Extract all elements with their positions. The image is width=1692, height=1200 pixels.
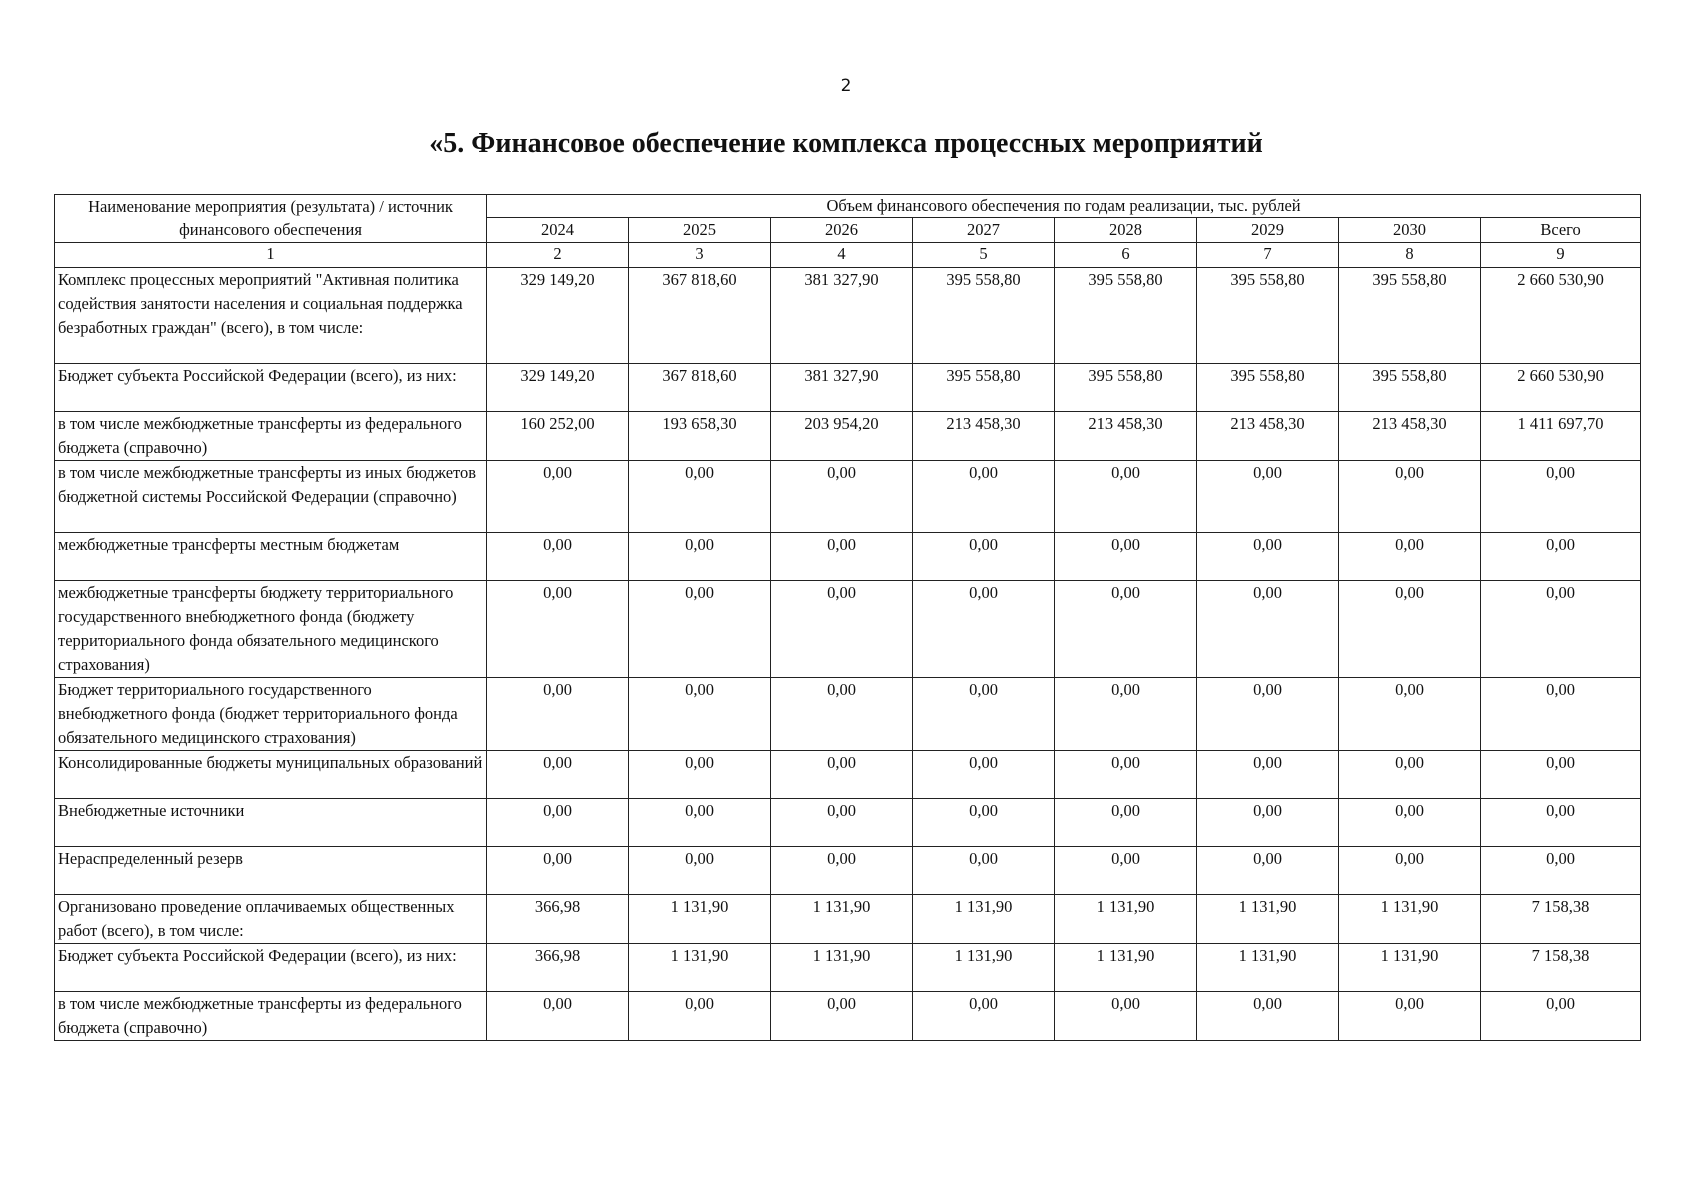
row-value: 0,00 <box>487 799 629 847</box>
row-value: 0,00 <box>771 678 913 751</box>
table-row <box>55 895 1641 944</box>
row-value: 0,00 <box>1055 678 1197 751</box>
row-value: 367 818,60 <box>629 268 771 364</box>
year-header: 2028 <box>1055 218 1197 243</box>
row-total: 0,00 <box>1481 581 1641 678</box>
row-total: 0,00 <box>1481 461 1641 533</box>
row-total: 0,00 <box>1481 751 1641 799</box>
column-number: 4 <box>771 243 913 268</box>
table-row <box>55 751 1641 799</box>
row-value: 329 149,20 <box>487 364 629 412</box>
row-name: в том числе межбюджетные трансферты из федерального бюджета (справочно) <box>55 992 487 1041</box>
row-total: 0,00 <box>1481 533 1641 581</box>
table-row <box>55 847 1641 895</box>
row-value: 0,00 <box>1339 992 1481 1041</box>
page-number: 2 <box>840 76 852 96</box>
row-value: 0,00 <box>913 751 1055 799</box>
table-row <box>55 461 1641 533</box>
row-value: 0,00 <box>629 751 771 799</box>
year-header: 2025 <box>629 218 771 243</box>
row-value: 395 558,80 <box>913 364 1055 412</box>
row-value: 1 131,90 <box>771 944 913 992</box>
column-number: 9 <box>1481 243 1641 268</box>
row-value: 0,00 <box>1197 751 1339 799</box>
row-value: 193 658,30 <box>629 412 771 461</box>
row-value: 395 558,80 <box>1055 364 1197 412</box>
row-value: 0,00 <box>1055 847 1197 895</box>
row-value: 1 131,90 <box>913 895 1055 944</box>
table-row <box>55 268 1641 364</box>
row-value: 1 131,90 <box>1197 895 1339 944</box>
row-value: 0,00 <box>629 461 771 533</box>
table-row <box>55 678 1641 751</box>
column-number: 3 <box>629 243 771 268</box>
row-value: 0,00 <box>1055 751 1197 799</box>
row-value: 395 558,80 <box>1197 364 1339 412</box>
row-value: 0,00 <box>629 678 771 751</box>
row-value: 0,00 <box>1339 847 1481 895</box>
row-value: 0,00 <box>1339 461 1481 533</box>
row-value: 0,00 <box>487 533 629 581</box>
row-value: 0,00 <box>1197 847 1339 895</box>
row-value: 0,00 <box>1197 678 1339 751</box>
row-value: 0,00 <box>629 847 771 895</box>
column-number: 5 <box>913 243 1055 268</box>
row-value: 1 131,90 <box>913 944 1055 992</box>
page-title: «5. Финансовое обеспечение комплекса процессных мероприятий <box>429 128 1263 159</box>
row-value: 0,00 <box>487 847 629 895</box>
column-number: 7 <box>1197 243 1339 268</box>
column-number: 8 <box>1339 243 1481 268</box>
table-row <box>55 944 1641 992</box>
row-value: 213 458,30 <box>1339 412 1481 461</box>
row-value: 0,00 <box>913 533 1055 581</box>
row-value: 0,00 <box>629 992 771 1041</box>
table-row <box>55 992 1641 1041</box>
row-name: межбюджетные трансферты местным бюджетам <box>55 533 487 581</box>
year-header: 2030 <box>1339 218 1481 243</box>
row-value: 395 558,80 <box>1339 364 1481 412</box>
row-value: 213 458,30 <box>1197 412 1339 461</box>
table-row <box>55 364 1641 412</box>
year-header: 2027 <box>913 218 1055 243</box>
row-value: 0,00 <box>913 461 1055 533</box>
column-number: 1 <box>55 243 487 268</box>
row-value: 0,00 <box>629 533 771 581</box>
row-value: 1 131,90 <box>1055 944 1197 992</box>
row-value: 0,00 <box>487 678 629 751</box>
row-value: 0,00 <box>913 847 1055 895</box>
row-name: Внебюджетные источники <box>55 799 487 847</box>
row-value: 0,00 <box>1339 799 1481 847</box>
row-value: 0,00 <box>629 581 771 678</box>
row-value: 329 149,20 <box>487 268 629 364</box>
row-value: 0,00 <box>913 678 1055 751</box>
row-name: межбюджетные трансферты бюджету территориального государственного внебюджетного фонда (бюджету территориального фонда обязательного медицинского страхования) <box>55 581 487 678</box>
row-value: 0,00 <box>771 461 913 533</box>
row-value: 0,00 <box>487 751 629 799</box>
table-body <box>55 268 1641 1041</box>
row-total: 0,00 <box>1481 992 1641 1041</box>
row-value: 395 558,80 <box>913 268 1055 364</box>
year-header: 2029 <box>1197 218 1339 243</box>
year-header: 2024 <box>487 218 629 243</box>
row-total: 7 158,38 <box>1481 895 1641 944</box>
row-value: 0,00 <box>1055 461 1197 533</box>
row-name: Организовано проведение оплачиваемых общественных работ (всего), в том числе: <box>55 895 487 944</box>
row-value: 0,00 <box>1197 461 1339 533</box>
row-name: Бюджет субъекта Российской Федерации (всего), из них: <box>55 944 487 992</box>
row-value: 213 458,30 <box>1055 412 1197 461</box>
row-value: 381 327,90 <box>771 268 913 364</box>
row-name: Бюджет территориального государственного внебюджетного фонда (бюджет территориального фонда обязательного медицинского страхования) <box>55 678 487 751</box>
table-row <box>55 533 1641 581</box>
row-value: 0,00 <box>1055 533 1197 581</box>
row-value: 0,00 <box>487 461 629 533</box>
header-name-cell: Наименование мероприятия (результата) / источник финансового обеспечения <box>55 195 487 243</box>
row-value: 0,00 <box>1197 799 1339 847</box>
row-value: 0,00 <box>1055 799 1197 847</box>
row-name: Бюджет субъекта Российской Федерации (всего), из них: <box>55 364 487 412</box>
row-value: 0,00 <box>913 799 1055 847</box>
row-total: 2 660 530,90 <box>1481 364 1641 412</box>
table-row <box>55 412 1641 461</box>
financing-table <box>54 194 1641 1041</box>
row-value: 395 558,80 <box>1339 268 1481 364</box>
row-value: 0,00 <box>1197 992 1339 1041</box>
row-value: 0,00 <box>1339 581 1481 678</box>
row-total: 0,00 <box>1481 799 1641 847</box>
row-value: 0,00 <box>771 799 913 847</box>
row-value: 160 252,00 <box>487 412 629 461</box>
row-value: 0,00 <box>913 581 1055 678</box>
row-value: 1 131,90 <box>1055 895 1197 944</box>
row-value: 367 818,60 <box>629 364 771 412</box>
header-row-group <box>55 195 1641 218</box>
row-value: 0,00 <box>771 992 913 1041</box>
row-value: 0,00 <box>1055 992 1197 1041</box>
row-name: Комплекс процессных мероприятий "Активная политика содействия занятости населения и социальная поддержка безработных граждан" (всего), в том числе: <box>55 268 487 364</box>
row-value: 366,98 <box>487 895 629 944</box>
row-value: 0,00 <box>771 533 913 581</box>
row-value: 0,00 <box>913 992 1055 1041</box>
row-name: в том числе межбюджетные трансферты из иных бюджетов бюджетной системы Российской Федерации (справочно) <box>55 461 487 533</box>
row-value: 0,00 <box>1055 581 1197 678</box>
total-header: Всего <box>1481 218 1641 243</box>
row-value: 1 131,90 <box>771 895 913 944</box>
row-value: 0,00 <box>771 581 913 678</box>
year-header: 2026 <box>771 218 913 243</box>
row-value: 395 558,80 <box>1055 268 1197 364</box>
header-group-cell: Объем финансового обеспечения по годам реализации, тыс. рублей <box>487 195 1641 218</box>
row-name: Нераспределенный резерв <box>55 847 487 895</box>
row-value: 0,00 <box>1339 751 1481 799</box>
row-value: 1 131,90 <box>629 944 771 992</box>
column-number: 2 <box>487 243 629 268</box>
row-value: 0,00 <box>771 751 913 799</box>
row-value: 0,00 <box>487 992 629 1041</box>
column-number: 6 <box>1055 243 1197 268</box>
row-value: 0,00 <box>1339 678 1481 751</box>
row-value: 0,00 <box>1197 581 1339 678</box>
row-total: 1 411 697,70 <box>1481 412 1641 461</box>
row-value: 0,00 <box>771 847 913 895</box>
row-value: 213 458,30 <box>913 412 1055 461</box>
table-row <box>55 581 1641 678</box>
row-value: 366,98 <box>487 944 629 992</box>
row-total: 2 660 530,90 <box>1481 268 1641 364</box>
row-total: 7 158,38 <box>1481 944 1641 992</box>
column-number-row <box>55 243 1641 268</box>
row-value: 203 954,20 <box>771 412 913 461</box>
row-value: 0,00 <box>1197 533 1339 581</box>
row-value: 1 131,90 <box>1197 944 1339 992</box>
row-value: 381 327,90 <box>771 364 913 412</box>
row-value: 395 558,80 <box>1197 268 1339 364</box>
row-value: 0,00 <box>487 581 629 678</box>
row-value: 1 131,90 <box>629 895 771 944</box>
row-value: 1 131,90 <box>1339 944 1481 992</box>
row-name: Консолидированные бюджеты муниципальных образований <box>55 751 487 799</box>
row-value: 0,00 <box>629 799 771 847</box>
row-value: 1 131,90 <box>1339 895 1481 944</box>
row-name: в том числе межбюджетные трансферты из федерального бюджета (справочно) <box>55 412 487 461</box>
row-total: 0,00 <box>1481 847 1641 895</box>
row-total: 0,00 <box>1481 678 1641 751</box>
row-value: 0,00 <box>1339 533 1481 581</box>
table-row <box>55 799 1641 847</box>
